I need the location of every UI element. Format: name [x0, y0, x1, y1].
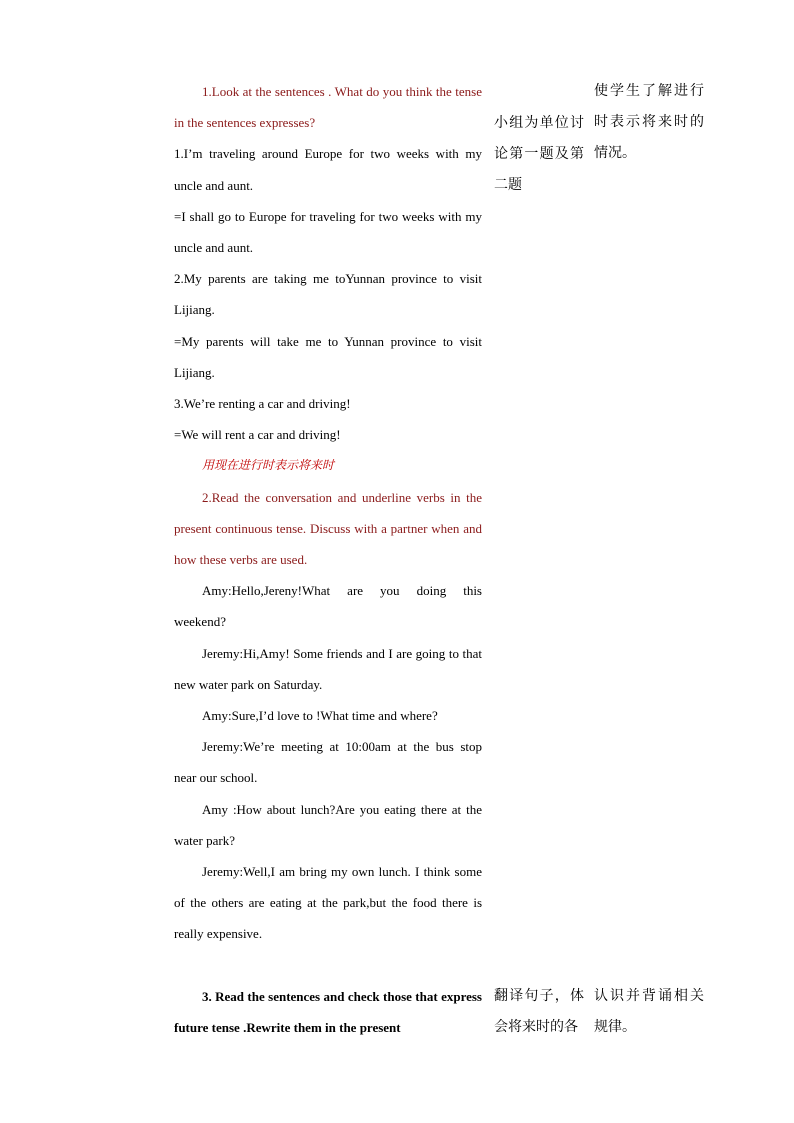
question-2: 2.Read the conversation and underline verbs in the present continuous tense. Discuss with a partner when and how these verbs are used.: [174, 489, 482, 568]
section1-activity: 小组为单位讨论第一题及第二题: [494, 115, 584, 194]
dialogue-line: Jeremy:Hi,Amy! Some friends and I are going to that new water park on Saturday.: [174, 645, 482, 692]
section3-main-column: [174, 981, 482, 1043]
section1-purpose: 使学生了解进行时表示将来时的情况。: [594, 83, 704, 162]
section1-purpose-column: [594, 76, 704, 170]
sentence-3-rewrite: =We will rent a car and driving!: [174, 427, 341, 443]
sentence-2: 2.My parents are taking me toYunnan province to visit Lijiang.: [174, 271, 482, 318]
section3-activity-column: [494, 981, 584, 1043]
section1-main-column: [174, 76, 482, 950]
section3-activity: 翻译句子，体会将来时的各: [494, 988, 584, 1036]
sentence-3: 3.We’re renting a car and driving!: [174, 396, 351, 412]
question-3: 3. Read the sentences and check those that express future tense .Rewrite them in the present: [174, 989, 482, 1036]
sentence-1: 1.I’m traveling around Europe for two weeks with my uncle and aunt.: [174, 146, 482, 193]
dialogue-line: Amy:Hello,Jereny!What are you doing this weekend?: [174, 583, 482, 630]
dialogue-line: Amy :How about lunch?Are you eating there at the water park?: [174, 801, 482, 848]
dialogue-line: Jeremy:Well,I am bring my own lunch. I think some of the others are eating at the park,but the food there is really expensive.: [174, 864, 482, 942]
section1-activity-column: [494, 108, 584, 202]
dialogue-line: Amy:Sure,I’d love to !What time and where?: [202, 708, 438, 724]
dialogue-line: Jeremy:We’re meeting at 10:00am at the bus stop near our school.: [174, 739, 482, 786]
question-1: 1.Look at the sentences . What do you think the tense in the sentences expresses?: [174, 84, 482, 131]
sentence-1-rewrite: =I shall go to Europe for traveling for two weeks with my uncle and aunt.: [174, 208, 482, 256]
section3-purpose: 认识并背诵相关规律。: [594, 988, 704, 1036]
grammar-note: 用现在进行时表示将来时: [202, 458, 335, 473]
sentence-2-rewrite: =My parents will take me to Yunnan province to visit Lijiang.: [174, 333, 482, 380]
section3-purpose-column: [594, 981, 704, 1043]
